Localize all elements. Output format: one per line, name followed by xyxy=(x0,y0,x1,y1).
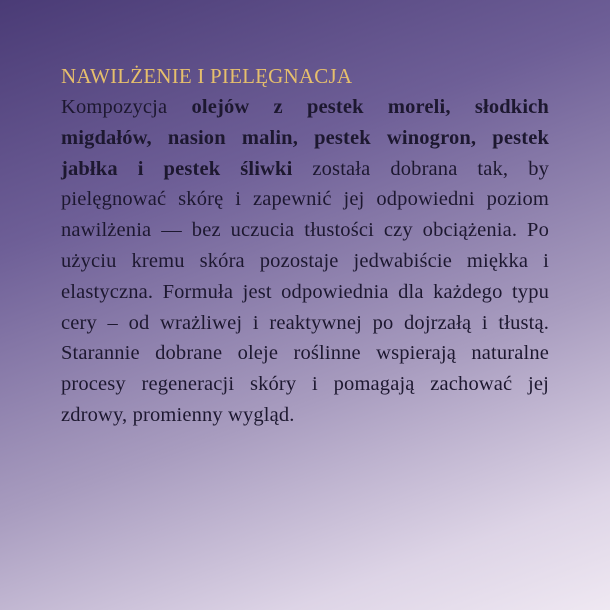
card-content xyxy=(61,62,549,431)
section-heading: NAWILŻENIE I PIELĘGNACJA xyxy=(61,64,353,88)
paragraph-intro: Kompozycja xyxy=(61,96,192,118)
paragraph-rest: została dobrana tak, by pielęgnować skórę i zapewnić jej odpowiedni poziom nawilżenia — bez uczucia tłustości czy obciążenia. Po użyciu kremu skóra pozostaje jedwabiście miękka i elastyczna. Formuła jest odpowiednia dla każdego typu cery – od wrażliwej i reaktywnej po dojrzałą i tłustą. Starannie dobrane oleje roślinne wspierają naturalne procesy regeneracji skóry i pomagają zachować jej zdrowy, promienny wygląd. xyxy=(61,157,549,426)
description-paragraph xyxy=(61,92,549,431)
ingredients-highlight: olejów z pestek moreli, słodkich migdałów, nasion malin, pestek winogron, pestek jabłka i pestek śliwki xyxy=(61,96,549,180)
